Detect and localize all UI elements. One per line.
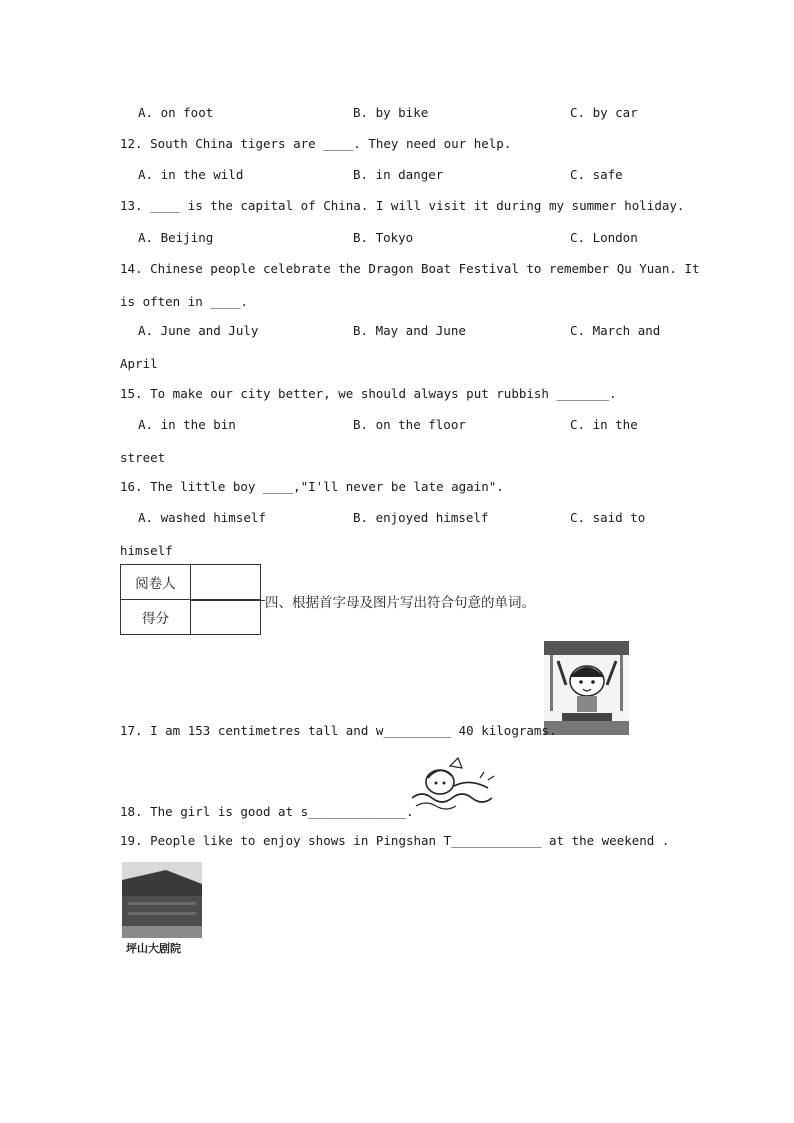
q15-option-c: C. in the [570, 417, 638, 432]
q16-option-b: B. enjoyed himself [353, 510, 489, 525]
q12-option-b: B. in danger [353, 167, 444, 182]
q16-stem: 16. The little boy ____,"I'll never be late again". [120, 479, 504, 494]
q13-option-b: B. Tokyo [353, 230, 414, 245]
pingshan-theatre-photo [122, 862, 202, 938]
q12-stem: 12. South China tigers are ____. They need our help. [120, 136, 512, 151]
q15-option-a: A. in the bin [138, 417, 236, 432]
q14-stem-line1: 14. Chinese people celebrate the Dragon Boat Festival to remember Qu Yuan. It [120, 261, 700, 276]
q13-option-c: C. London [570, 230, 638, 245]
q14-option-b: B. May and June [353, 323, 466, 338]
q14-stem-line2: is often in ____. [120, 294, 248, 309]
q11-option-b: B. by bike [353, 105, 429, 120]
q19-stem: 19. People like to enjoy shows in Pingshan T____________ at the weekend . [120, 833, 670, 848]
q16-option-c: C. said to [570, 510, 646, 525]
score-label: 得分 [121, 600, 191, 635]
q12-option-c: C. safe [570, 167, 623, 182]
score-cell [191, 600, 261, 635]
theatre-caption: 坪山大剧院 [126, 942, 181, 955]
q16-option-c-continued: himself [120, 543, 173, 558]
reviewer-label: 阅卷人 [121, 565, 191, 600]
section-4-title: 四、根据首字母及图片写出符合句意的单词。 [265, 595, 535, 611]
q13-stem: 13. ____ is the capital of China. I will visit it during my summer holiday. [120, 198, 685, 213]
q11-option-a: A. on foot [138, 105, 214, 120]
q11-option-c: C. by car [570, 105, 638, 120]
q14-option-c: C. March and [570, 323, 661, 338]
q16-option-a: A. washed himself [138, 510, 266, 525]
q15-option-c-continued: street [120, 450, 166, 465]
reviewer-cell [191, 565, 261, 600]
q13-option-a: A. Beijing [138, 230, 214, 245]
q12-option-a: A. in the wild [138, 167, 244, 182]
q14-option-a: A. June and July [138, 323, 259, 338]
q14-option-c-continued: April [120, 356, 158, 371]
girl-swimming-image [410, 752, 498, 810]
girl-on-scale-image [544, 641, 629, 735]
section-connector-line [190, 600, 265, 601]
q15-stem: 15. To make our city better, we should always put rubbish _______. [120, 386, 617, 401]
q18-stem: 18. The girl is good at s_____________. [120, 804, 414, 819]
q17-stem: 17. I am 153 centimetres tall and w_________ 40 kilograms. [120, 723, 557, 738]
q15-option-b: B. on the floor [353, 417, 466, 432]
